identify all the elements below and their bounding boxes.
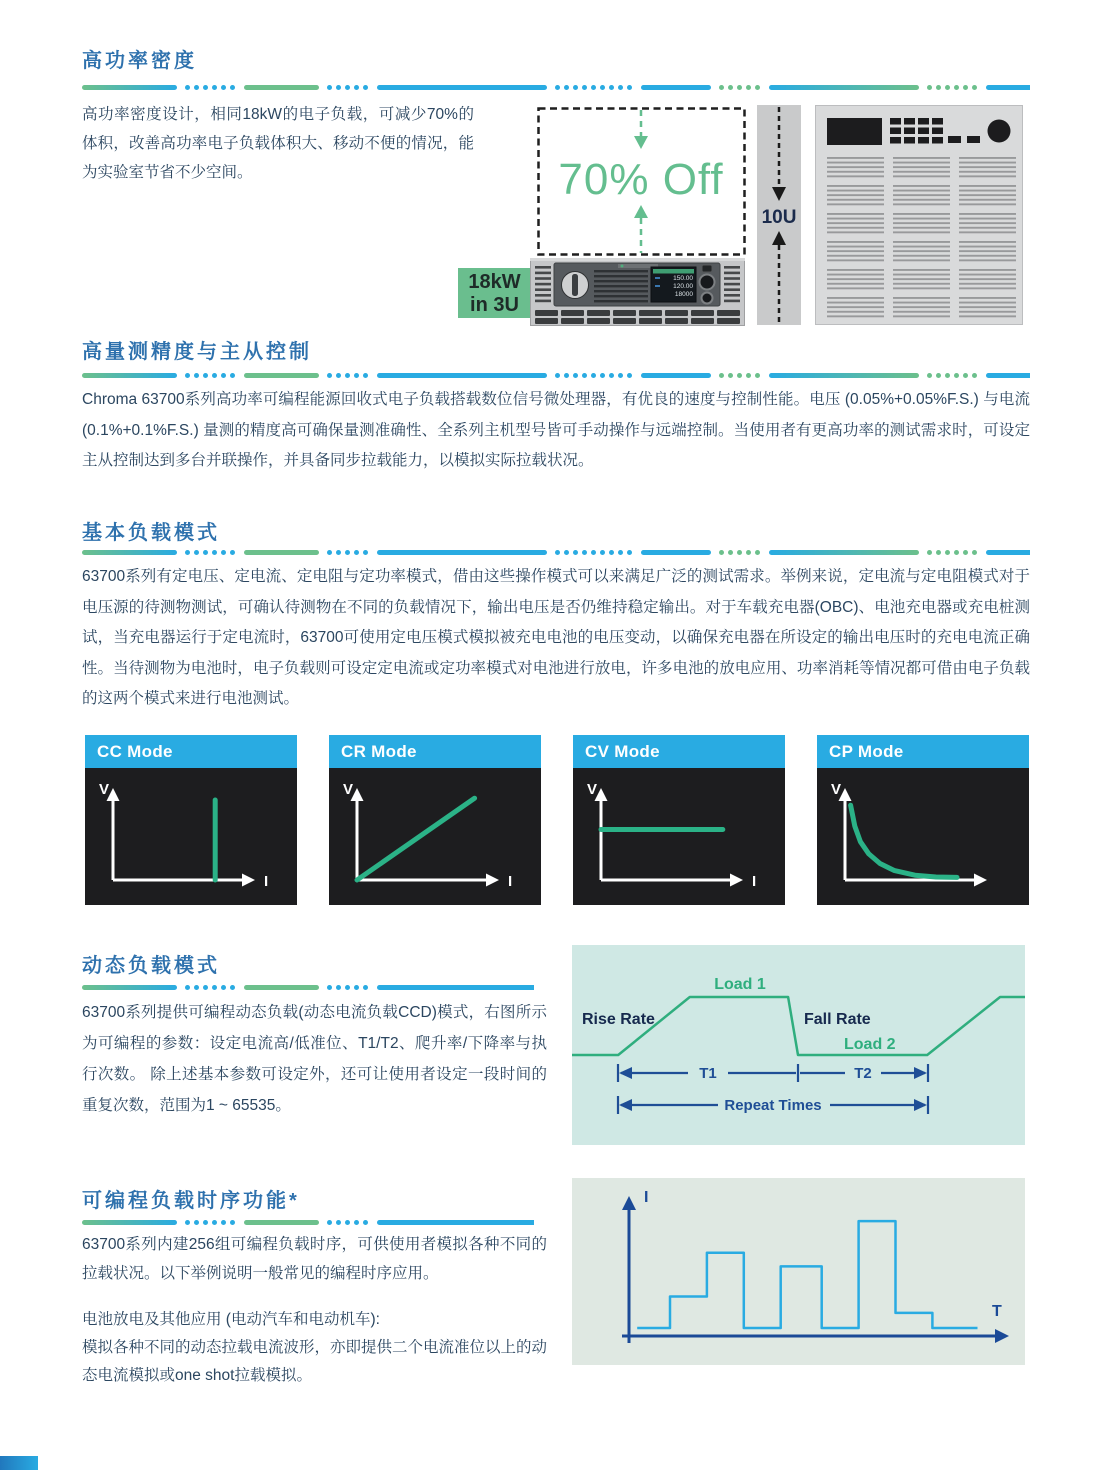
display-power-value: 18000 <box>674 291 693 298</box>
t1-label: T1 <box>699 1065 717 1082</box>
kw-line1: 18kW <box>468 271 521 293</box>
battery-application-heading: 电池放电及其他应用 (电动汽车和电动机车): <box>82 1311 380 1328</box>
brand-leaf-icon <box>621 265 624 268</box>
time-axis-label: T <box>992 1303 1002 1320</box>
rise-rate-label: Rise Rate <box>582 1011 655 1028</box>
section-title-accuracy: 高量测精度与主从控制 <box>82 341 312 363</box>
mode-panel-title: CP Mode <box>817 735 1029 768</box>
cc-mode-panel <box>85 735 297 905</box>
cp-mode-panel <box>817 735 1029 905</box>
svg-text:V: V <box>587 781 598 798</box>
rack-knob <box>988 120 1011 143</box>
section-divider <box>82 1219 534 1225</box>
section-divider <box>82 549 1030 555</box>
cr-mode-panel <box>329 735 541 905</box>
volume-reduction-illustration <box>537 107 746 256</box>
section-divider <box>82 372 1030 378</box>
basic-modes-paragraph: 63700系列有定电压、定电流、定电阻与定功率模式，借由这些操作模式可以来满足广泛的测试需求。举例来说，定电流与定电阻模式对于电压源的待测物测试，可确认待测物在不同的负载情况下，输出电压是否仍维持稳定输出。对于车载充电器(OBC)、电池充电器或充电桩测试，当充电器运行于定电流时，63700可使用定电压模式模拟被充电电池的电压变动，以确保充电器在所设定的输出电压时的充电电流正确性。当待测物为电池时，电子负载则可设定定电流或定功率模式对电池进行放电，许多电池的放电应用、功率消耗等情况都可借由电子负载的这两个模式来进行电池测试。 <box>82 568 1030 707</box>
svg-text:V: V <box>831 781 842 798</box>
rack-display <box>827 118 882 145</box>
current-axis-label: I <box>644 1189 649 1206</box>
cc-mode-chart <box>85 768 297 905</box>
sequence-paragraph: 63700系列内建256组可编程负载时序，可供使用者模拟各种不同的拉载状况。以下举例说明一般常见的编程时序应用。 <box>82 1236 547 1282</box>
cr-mode-chart <box>329 768 541 905</box>
sequence-waveform-diagram <box>572 1178 1025 1365</box>
kw-in-3u-badge <box>458 268 531 318</box>
accuracy-paragraph: Chroma 63700系列高功率可编程能源回收式电子负载搭载数位信号微处理器，有优良的速度与控制性能。电压 (0.05%+0.05%F.S.) 与电流 (0.1%+0.1%F.S.) 量测的精度高可确保量测准确性、全系列主机型号皆可手动操作与远端控制。当使用者有更高功率的测试需求时，可设定主从控制达到多台并联操作，并具备同步拉载能力，以模拟实际拉载状况。 <box>82 391 1030 469</box>
svg-text:I: I <box>752 873 757 890</box>
page-footer-accent <box>0 1456 38 1470</box>
section-title-power-density: 高功率密度 <box>82 50 197 72</box>
battery-application-paragraph: 模拟各种不同的动态拉载电流波形，亦即提供二个电流准位以上的动态电流模拟或one shot拉载模拟。 <box>82 1339 548 1384</box>
section-divider <box>82 84 1030 90</box>
mode-panel-title: CV Mode <box>573 735 785 768</box>
mode-panel-title: CC Mode <box>85 735 297 768</box>
power-density-paragraph: 高功率密度设计，相同18kW的电子负载，可减少70%的体积，改善高功率电子负载体积大、移动不便的情况，能为实验室节省不少空间。 <box>82 106 474 181</box>
display-voltage-value: 150.00 <box>673 275 693 282</box>
repeat-times-label: Repeat Times <box>724 1097 822 1114</box>
rotary-knob <box>700 275 715 290</box>
conventional-rack-illustration <box>815 105 1023 325</box>
section-divider <box>82 984 534 990</box>
usb-port <box>702 265 712 272</box>
section-title-basic-modes: 基本负载模式 <box>82 522 220 544</box>
off-percentage-label: 70% Off <box>558 155 724 204</box>
t2-label: T2 <box>854 1065 872 1082</box>
cv-mode-panel <box>573 735 785 905</box>
mode-panel-title: CR Mode <box>329 735 541 768</box>
section-title-sequence: 可编程负载时序功能* <box>82 1190 300 1212</box>
cv-mode-chart <box>573 768 785 905</box>
svg-text:I: I <box>264 873 269 890</box>
svg-text:I: I <box>508 873 513 890</box>
electronic-load-device-photo <box>530 258 745 326</box>
dynamic-mode-paragraph: 63700系列提供可编程动态负载(动态电流负载CCD)模式，右图所示为可编程的参数：设定电流高/低准位、T1/T2、爬升率/下降率与执行次数。 除上述基本参数可设定外，还可让使用者设定一段时间的重复次数，范围为1 ~ 65535。 <box>82 1004 547 1114</box>
rack-height-indicator <box>757 105 801 325</box>
cp-mode-chart <box>817 768 1029 905</box>
rotary-knob-small <box>702 293 713 304</box>
kw-line2: in 3U <box>470 294 519 316</box>
section-title-dynamic-mode: 动态负载模式 <box>82 955 220 977</box>
load1-label: Load 1 <box>714 976 766 993</box>
svg-text:V: V <box>99 781 110 798</box>
load2-label: Load 2 <box>844 1036 896 1053</box>
display-current-value: 120.00 <box>673 283 693 290</box>
svg-text:V: V <box>343 781 354 798</box>
dynamic-load-waveform-diagram <box>572 945 1025 1145</box>
rack-units-label: 10U <box>761 207 797 228</box>
fall-rate-label: Fall Rate <box>804 1011 871 1028</box>
